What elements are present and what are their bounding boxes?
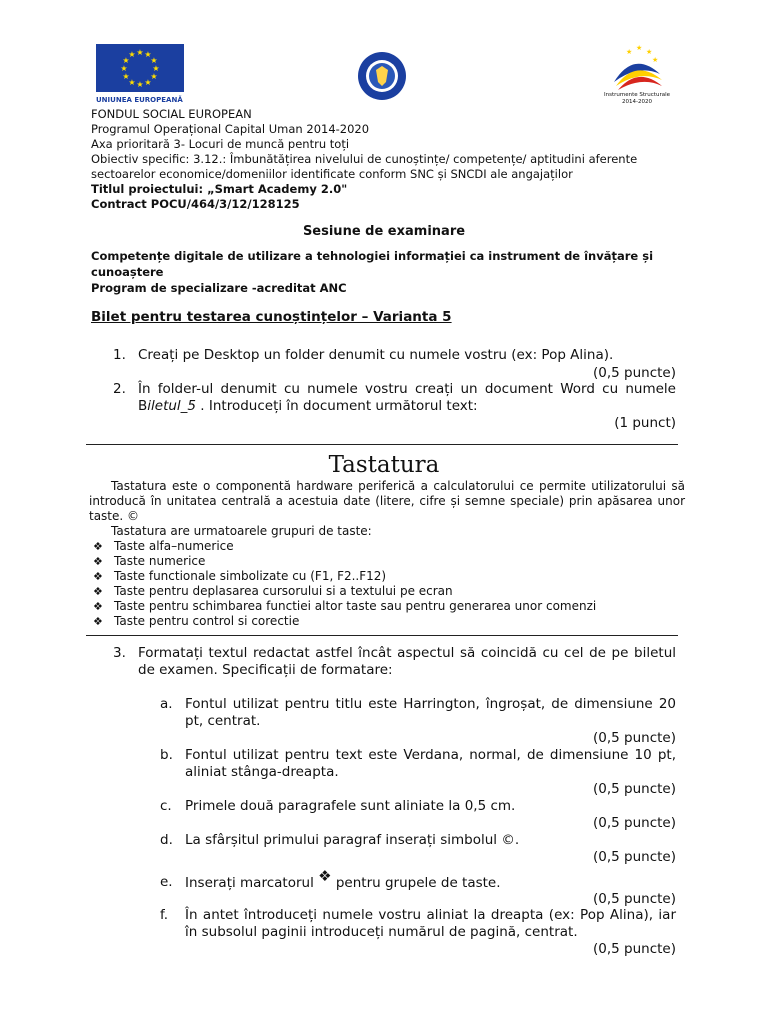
svg-text:★: ★ <box>152 64 160 73</box>
subitem-a-text: Fontul utilizat pentru titlu este Harrington, îngroșat, de dimensiune 20 pt, centrat. <box>185 696 676 729</box>
doc-para-2: Tastatura are urmatoarele grupuri de taste: <box>111 524 372 538</box>
doc-bullet <box>89 539 685 554</box>
question-3-number: 3. <box>113 645 126 661</box>
doc-bullet-text: Taste pentru schimbarea functiei altor taste sau pentru generarea unor comenzi <box>114 599 597 613</box>
subitem-a-letter: a. <box>160 696 173 712</box>
header-line-project-title: Titlul proiectului: „Smart Academy 2.0" <box>91 182 348 196</box>
subitem-a <box>160 696 676 748</box>
subitem-d-text: La sfârșitul primului paragraf inserați simbolul ©. <box>185 832 520 848</box>
svg-text:★: ★ <box>150 56 158 65</box>
svg-text:★: ★ <box>120 64 128 73</box>
svg-text:★: ★ <box>122 56 130 65</box>
header-line-fund: FONDUL SOCIAL EUROPEAN <box>91 107 252 121</box>
program-text <box>91 280 681 296</box>
subitem-e-text-a: Inserați marcatorul <box>185 875 319 891</box>
doc-para-1: Tastatura este o componentă hardware periferică a calculatorului ce permite utilizatorului să introducă în unitatea centrală a acestuia date (litere, cifre și semne speciale) prin apăsarea unor taste. © <box>89 479 685 523</box>
subitem-e <box>160 867 676 908</box>
subitem-e-points: (0,5 puncte) <box>593 891 676 907</box>
subitem-c-points: (0,5 puncte) <box>593 815 676 831</box>
svg-text:★: ★ <box>128 50 136 59</box>
question-1-points: (0,5 puncte) <box>593 365 676 381</box>
bullet-marker-icon: ❖ <box>93 585 103 598</box>
header-line-contract: Contract POCU/464/3/12/128125 <box>91 197 300 211</box>
question-1 <box>113 347 676 383</box>
doc-bullet-text: Taste functionale simbolizate cu (F1, F2..F12) <box>114 569 387 583</box>
competence-block <box>91 248 681 296</box>
svg-text:★: ★ <box>122 72 130 81</box>
header-line-program: Programul Operațional Capital Uman 2014-2020 <box>91 122 370 136</box>
svg-text:★: ★ <box>652 56 659 64</box>
instrumente-structurale-logo <box>604 40 668 96</box>
svg-text:★: ★ <box>150 72 158 81</box>
is-caption-line1: Instrumente Structurale <box>604 92 670 98</box>
subitem-c-text: Primele două paragrafele sunt aliniate la 0,5 cm. <box>185 798 516 814</box>
svg-text:★: ★ <box>136 48 144 57</box>
subitem-b-text: Fontul utilizat pentru text este Verdana, normal, de dimensiune 10 pt, aliniat stânga-dreapta. <box>185 747 676 780</box>
question-2-points: (1 punct) <box>614 415 676 431</box>
question-2-text <box>138 381 676 415</box>
bullet-marker-icon: ❖ <box>93 540 103 553</box>
subitem-d <box>160 832 676 866</box>
subitem-f-letter: f. <box>160 907 169 923</box>
svg-text:★: ★ <box>128 78 136 87</box>
doc-bullet-text: Taste pentru deplasarea cursorului si a textului pe ecran <box>114 584 453 598</box>
divider-top <box>86 444 678 445</box>
subitem-e-text <box>185 867 676 892</box>
program-label: Program de specializare -acreditat ANC <box>91 281 347 295</box>
session-title: Sesiune de examinare <box>302 224 466 239</box>
doc-bullet-text: Taste alfa–numerice <box>114 539 234 553</box>
subitem-f <box>160 907 676 959</box>
subitem-c-letter: c. <box>160 798 172 814</box>
question-2 <box>113 381 676 435</box>
doc-title: Tastatura <box>328 452 440 478</box>
instrumente-structurale-caption <box>592 92 682 106</box>
bullet-marker-icon: ❖ <box>93 600 103 613</box>
project-header <box>91 107 691 212</box>
svg-text:★: ★ <box>626 48 633 56</box>
doc-bullet <box>89 614 685 629</box>
ticket-title: Bilet pentru testarea cunoștințelor – Varianta 5 <box>91 309 452 325</box>
subitem-f-points: (0,5 puncte) <box>593 941 676 957</box>
subitem-b-points: (0,5 puncte) <box>593 781 676 797</box>
doc-bullet <box>89 554 685 569</box>
question-1-text: Creați pe Desktop un folder denumit cu numele vostru (ex: Pop Alina). <box>138 347 614 363</box>
header-line-objective: Obiectiv specific: 3.12.: Îmbunătățirea nivelului de cunoștințe/ competențe/ aptitudini aferente <box>91 152 638 166</box>
header-line-axis: Axa prioritară 3- Locuri de muncă pentru toți <box>91 137 350 151</box>
question-2-number: 2. <box>113 381 126 397</box>
bullet-marker-icon: ❖ <box>318 867 332 885</box>
subitem-e-letter: e. <box>160 874 173 890</box>
svg-text:★: ★ <box>636 44 643 52</box>
question-2-text-c: . Introduceți în document următorul text: <box>196 398 478 414</box>
svg-text:★: ★ <box>646 48 653 56</box>
eu-flag-logo <box>96 44 184 92</box>
doc-bullet <box>89 569 685 584</box>
question-1-number: 1. <box>113 347 126 363</box>
doc-bullet-text: Taste pentru control si corectie <box>114 614 300 628</box>
doc-body <box>89 479 685 629</box>
svg-text:★: ★ <box>144 50 152 59</box>
question-3-text: Formatați textul redactat astfel încât aspectul să coincidă cu cel de pe biletul de examen. Specificații de formatare: <box>138 645 676 678</box>
subitem-f-text: În antet întroduceți numele vostru aliniat la dreapta (ex: Pop Alina), iar în subsolul paginii introduceți numărul de pagină, centrat. <box>185 907 676 940</box>
svg-text:★: ★ <box>144 78 152 87</box>
subitem-b-letter: b. <box>160 747 173 763</box>
subitem-a-points: (0,5 puncte) <box>593 730 676 746</box>
subitem-d-letter: d. <box>160 832 173 848</box>
doc-bullet <box>89 584 685 599</box>
question-2-text-a: În folder-ul denumit cu numele vostru creați un document Word cu numele B <box>138 381 676 414</box>
government-seal-logo <box>350 50 414 102</box>
header-line-sectors: sectoarelor economice/domeniilor identificate conform SNC și SNCDI ale angajaților <box>91 167 573 181</box>
competence-text: Competențe digitale de utilizare a tehnologiei informației ca instrument de învățare și cunoaștere <box>91 249 654 279</box>
divider-bottom <box>86 635 678 636</box>
svg-text:★: ★ <box>136 80 144 89</box>
question-2-filename: iletul_5 <box>147 398 197 414</box>
bullet-marker-icon: ❖ <box>93 570 103 583</box>
doc-bullet-text: Taste numerice <box>114 554 206 568</box>
doc-bullet <box>89 599 685 614</box>
bullet-marker-icon: ❖ <box>93 615 103 628</box>
question-3 <box>113 645 676 685</box>
subitem-e-text-b: pentru grupele de taste. <box>331 875 501 891</box>
subitem-d-points: (0,5 puncte) <box>593 849 676 865</box>
subitem-c <box>160 798 676 832</box>
bullet-marker-icon: ❖ <box>93 555 103 568</box>
subitem-b <box>160 747 676 799</box>
eu-caption: UNIUNEA EUROPEANĂ <box>96 96 183 104</box>
is-caption-line2: 2014-2020 <box>622 99 652 105</box>
